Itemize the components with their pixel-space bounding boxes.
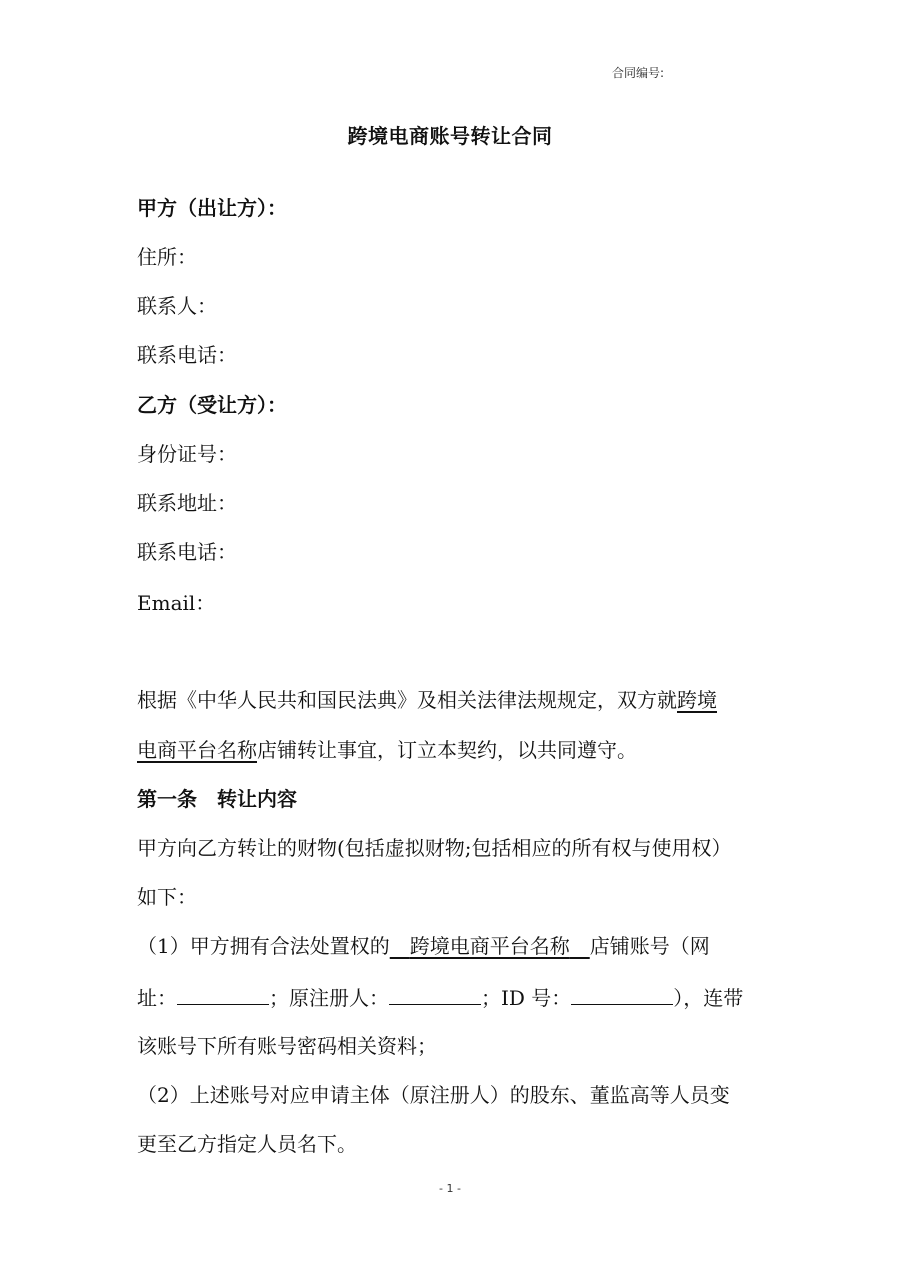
id-blank <box>571 986 673 1005</box>
preamble-line-2 <box>137 734 637 763</box>
id-label: ；ID 号： <box>481 986 572 1010</box>
article-1-item-1-line-3: 该账号下所有账号密码相关资料； <box>137 1034 437 1058</box>
url-blank <box>177 986 269 1005</box>
item-1-suffix: 店铺账号（网 <box>589 934 710 958</box>
item-1-prefix: （1）甲方拥有合法处置权的 <box>137 934 390 958</box>
party-a-address-label: 住所： <box>137 245 197 269</box>
preamble-text: 根据《中华人民共和国民法典》及相关法律法规规定，双方就 <box>137 688 677 712</box>
article-1-item-2-line-1: （2）上述账号对应申请主体（原注册人）的股东、董监高等人员变 <box>137 1083 730 1107</box>
party-b-address-label: 联系地址： <box>137 491 237 515</box>
article-1-intro-line-2: 如下： <box>137 885 197 909</box>
item-1-platform-name: 跨境电商平台名称 <box>409 934 570 958</box>
preamble-line-1 <box>137 684 717 713</box>
party-b-phone-label: 联系电话： <box>137 540 237 564</box>
page-number: - 1 - <box>439 1182 461 1195</box>
article-1-item-2-line-2: 更至乙方指定人员名下。 <box>137 1132 357 1156</box>
article-1-heading: 第一条 转让内容 <box>137 787 297 811</box>
registrant-label: ；原注册人： <box>269 986 389 1010</box>
contract-number-label: 合同编号: <box>612 66 665 80</box>
party-a-phone-label: 联系电话： <box>137 343 237 367</box>
article-1-item-1-line-1 <box>137 930 710 959</box>
party-b-email-label: Email： <box>137 591 216 615</box>
article-1-intro-line-1: 甲方向乙方转让的财物(包括虚拟财物;包括相应的所有权与使用权） <box>137 836 732 860</box>
party-b-id-label: 身份证号： <box>137 442 237 466</box>
registrant-blank <box>389 986 481 1005</box>
document-title: 跨境电商账号转让合同 <box>347 124 553 148</box>
platform-name-underlined: 跨境 <box>677 688 717 712</box>
party-a-heading: 甲方（出让方）： <box>137 196 287 220</box>
preamble-text-end: 店铺转让事宜，订立本契约，以共同遵守。 <box>257 738 637 762</box>
item-1-line-2-end: ），连带 <box>673 986 744 1010</box>
party-a-contact-label: 联系人： <box>137 294 217 318</box>
url-label: 址： <box>137 986 177 1010</box>
article-1-item-1-line-2 <box>137 982 743 1011</box>
platform-name-underlined-cont: 电商平台名称 <box>137 738 257 762</box>
party-b-heading: 乙方（受让方）： <box>137 393 287 417</box>
